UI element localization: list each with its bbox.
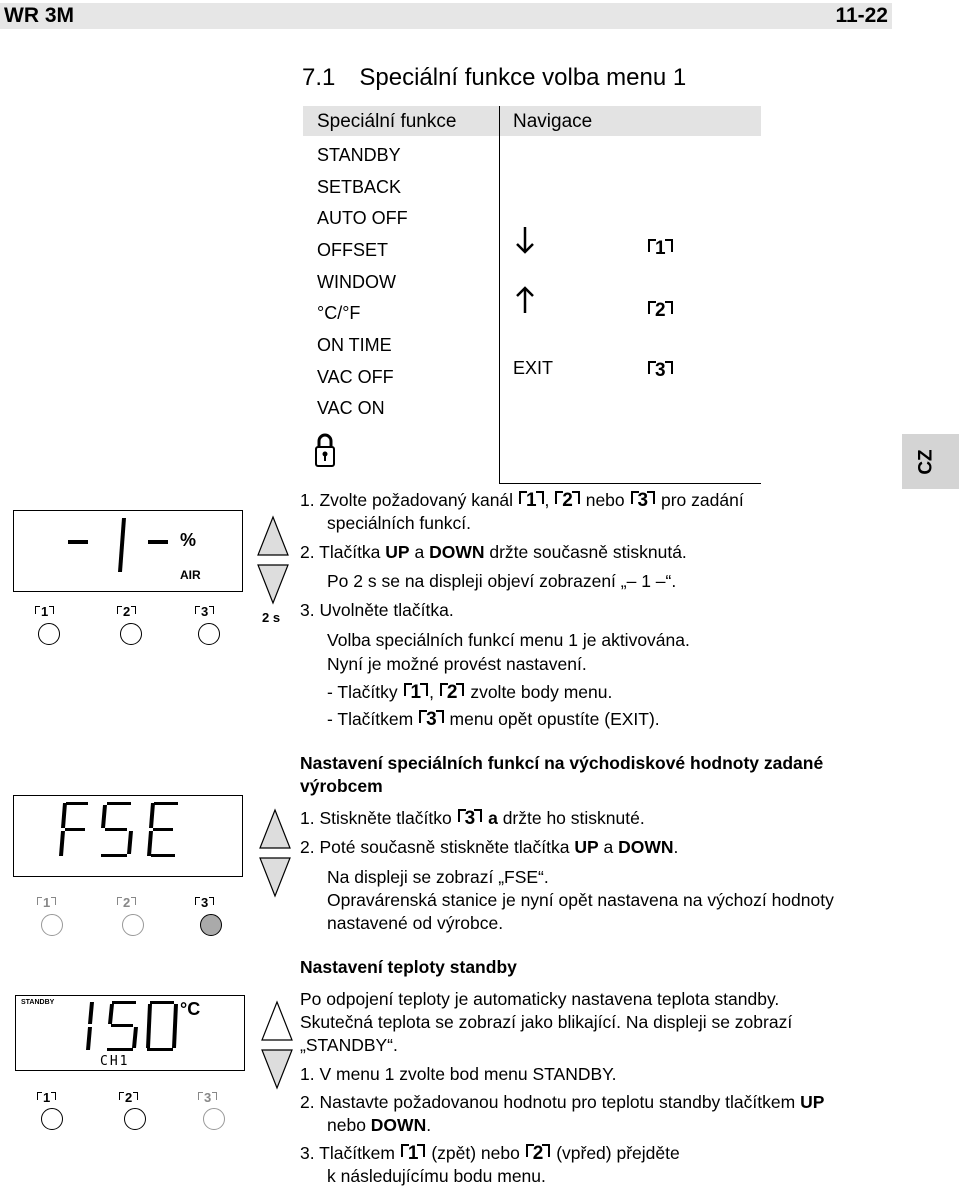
menu-item-standby: STANDBY — [317, 145, 401, 165]
up-down-pressed-icon-2 — [258, 808, 292, 900]
standby-heading: Nastavení teploty standby — [300, 957, 517, 977]
step-3-d: - Tlačítkem 3 menu opět opustíte (EXIT). — [327, 709, 660, 730]
key-3-nav: 3 — [647, 360, 674, 382]
reset-step-1: 1. Stiskněte tlačítko 3 a držte ho stisknuté. — [300, 808, 645, 829]
standby-step-1: 1. V menu 1 zvolte bod menu STANDBY. — [300, 1064, 617, 1084]
key-2-nav: 2 — [647, 300, 674, 322]
display-2-label-2: 2 — [117, 895, 136, 910]
reset-heading: Nastavení speciálních funkcí na východiskové hodnoty zadané — [300, 753, 824, 773]
display-3-button-1[interactable] — [41, 1108, 63, 1130]
key-2: 2 — [554, 490, 581, 511]
standby-step-3-cont: k následujícímu bodu menu. — [327, 1166, 546, 1186]
display-1-sub: AIR — [180, 568, 201, 582]
menu-item-setback: SETBACK — [317, 177, 402, 197]
menu-item-on-time: ON TIME — [317, 335, 392, 355]
display-2-button-1[interactable] — [41, 914, 63, 936]
hold-time: 2 s — [262, 610, 281, 625]
display-2-label-1: 1 — [37, 895, 56, 910]
step-1-cont: speciálních funkcí. — [327, 513, 471, 533]
standby-step-2: 2. Nastavte požadovanou hodnotu pro teplotu standby tlačítkem UP — [300, 1092, 825, 1112]
display-1-button-1[interactable] — [38, 623, 60, 645]
up-down-icon — [260, 1000, 294, 1092]
display-1-button-3[interactable] — [198, 623, 220, 645]
col-special-functions: Speciální funkce — [317, 111, 457, 132]
step-3: 3. Uvolněte tlačítka. — [300, 600, 454, 620]
display-2-button-2[interactable] — [122, 914, 144, 936]
lock-icon — [313, 432, 337, 468]
step-2: 2. Tlačítka UP a DOWN držte současně stisknutá. — [300, 542, 687, 562]
model-name: WR 3M — [4, 4, 74, 27]
arrow-down-icon — [514, 226, 536, 254]
display-3-label-1: 1 — [37, 1090, 56, 1105]
menu-item-cf: °C/°F — [317, 303, 361, 323]
display-1-label-1: 1 — [35, 604, 54, 619]
key-1-nav: 1 — [647, 238, 674, 260]
section-title: 7.1 Speciální funkce volba menu 1 — [302, 64, 687, 91]
table-divider — [499, 106, 500, 484]
display-3-unit: °C — [180, 999, 201, 1019]
display-3-channel: CH1 — [100, 1054, 130, 1069]
up-down-pressed-icon — [256, 515, 290, 607]
display-1-button-2[interactable] — [120, 623, 142, 645]
step-2-note: Po 2 s se na displeji objeví zobrazení „– 1 –“. — [327, 571, 677, 591]
step-3-c: - Tlačítky 1 , 2 zvolte body menu. — [327, 682, 613, 703]
reset-step-2: 2. Poté současně stiskněte tlačítka UP a DOWN. — [300, 837, 679, 857]
display-3-label-2: 2 — [119, 1090, 138, 1105]
table-bottom-line — [499, 483, 761, 484]
step-1: 1. Zvolte požadovaný kanál 1 , 2 nebo 3 pro zadání — [300, 490, 744, 511]
display-2-button-3[interactable] — [200, 914, 222, 936]
language-tab: CZ — [902, 434, 959, 489]
page-number: 11-22 — [835, 4, 888, 27]
display-3-button-3[interactable] — [203, 1108, 225, 1130]
exit-label: EXIT — [513, 358, 554, 378]
display-3-label-3: 3 — [198, 1090, 217, 1105]
standby-p2: Skutečná teplota se zobrazí jako blikající. Na displeji se zobrazí — [300, 1012, 793, 1032]
step-3-b: Nyní je možné provést nastavení. — [327, 654, 587, 674]
arrow-up-icon — [514, 286, 536, 314]
standby-step-2-cont: nebo DOWN. — [327, 1115, 432, 1135]
display-2-segments — [55, 800, 185, 860]
standby-indicator: STANDBY — [21, 999, 55, 1006]
menu-item-vac-off: VAC OFF — [317, 367, 394, 387]
display-3-segments — [80, 1000, 180, 1054]
display-3-button-2[interactable] — [124, 1108, 146, 1130]
page-header — [0, 3, 892, 29]
reset-step-2-b: Opravárenská stanice je nyní opět nastavena na výchozí hodnoty — [327, 890, 834, 910]
key-1: 1 — [518, 490, 545, 511]
col-navigation: Navigace — [513, 111, 593, 132]
display-2-label-3: 3 — [195, 895, 214, 910]
reset-step-2-a: Na displeji se zobrazí „FSE“. — [327, 867, 549, 887]
standby-p1: Po odpojení teploty je automaticky nastavena teplota standby. — [300, 989, 780, 1009]
standby-step-3: 3. Tlačítkem 1 (zpět) nebo 2 (vpřed) přejděte — [300, 1143, 680, 1164]
key-3: 3 — [630, 490, 657, 511]
menu-item-vac-on: VAC ON — [317, 398, 385, 418]
display-1-segments — [60, 512, 170, 578]
display-1-label-2: 2 — [117, 604, 136, 619]
reset-heading-cont: výrobcem — [300, 776, 383, 796]
menu-item-offset: OFFSET — [317, 240, 388, 260]
display-1-label-3: 3 — [195, 604, 214, 619]
step-3-a: Volba speciálních funkcí menu 1 je aktivována. — [327, 630, 690, 650]
standby-p3: „STANDBY“. — [300, 1035, 398, 1055]
menu-item-window: WINDOW — [317, 272, 396, 292]
menu-item-auto-off: AUTO OFF — [317, 208, 408, 228]
display-1-unit: % — [180, 530, 197, 550]
reset-step-2-c: nastavené od výrobce. — [327, 913, 504, 933]
